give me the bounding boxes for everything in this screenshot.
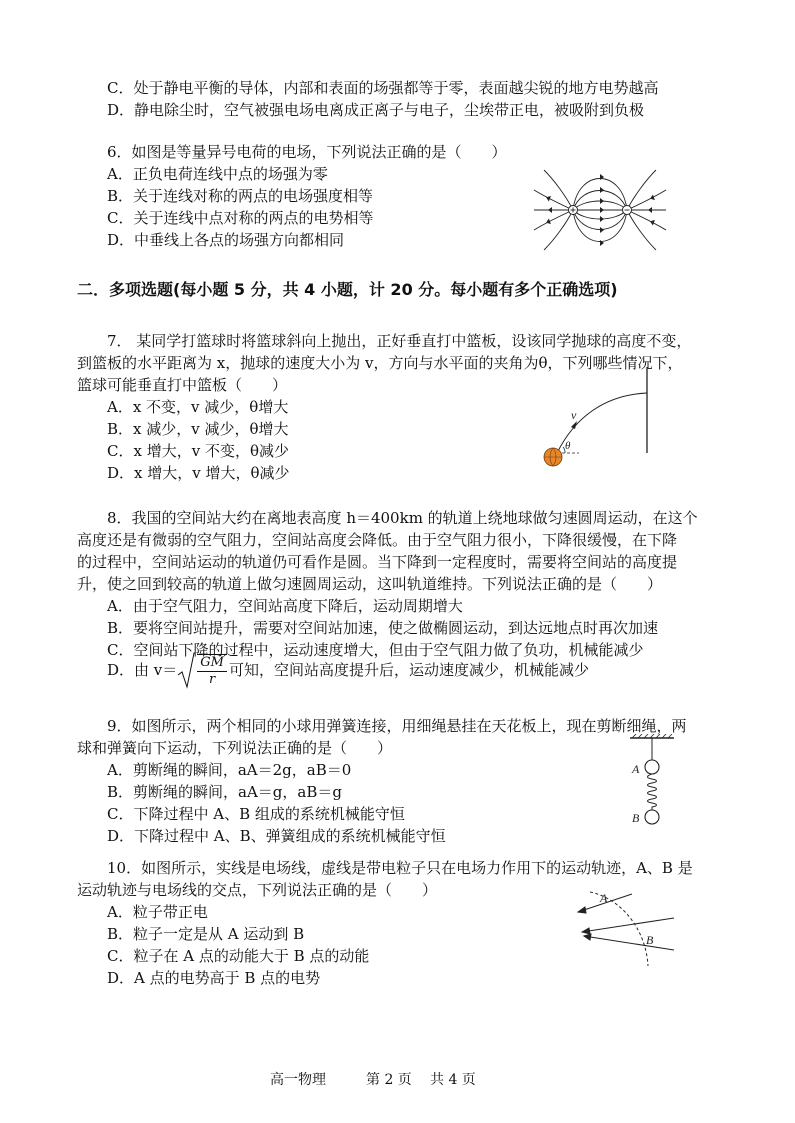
q8-line3: 的过程中，空间站运动的轨道仍可看作是圆。当下降到一定程度时，需要将空间站的高度提 xyxy=(77,553,678,571)
q9-option-d: D．下降过程中 A、B、弹簧组成的系统机械能守恒 xyxy=(107,827,446,845)
basketball-figure xyxy=(535,365,655,475)
footer-subject: 高一物理 xyxy=(270,1072,326,1088)
q8-option-d xyxy=(107,648,589,692)
q9-option-a: A．剪断绳的瞬间，aA＝2g，aB＝0 xyxy=(107,761,352,779)
q10-option-c: C．粒子在 A 点的动能大于 B 点的动能 xyxy=(107,947,370,965)
q8-line4: 升，使之回到较高的轨道上做匀速圆周运动，这叫轨道维持。下列说法正确的是（ ） xyxy=(77,575,663,593)
q10-line1: 10．如图所示，实线是电场线，虚线是带电粒子只在电场力作用下的运动轨迹，A、B 是 xyxy=(107,859,693,877)
q8-option-d-suffix: 可知，空间站高度提升后，运动速度减少，机械能减少 xyxy=(228,661,589,679)
q8-line2: 高度还是有微弱的空气阻力，空间站高度会降低。由于空气阻力很小，下降很缓慢，在下降 xyxy=(77,531,678,549)
fig-point-b-label: B xyxy=(646,933,654,947)
q9-line1: 9．如图所示，两个相同的小球用弹簧连接，用细绳悬挂在天花板上，现在剪断细绳，两 xyxy=(107,717,687,735)
q10-option-b: B．粒子一定是从 A 运动到 B xyxy=(107,925,305,943)
q10-line2: 运动轨迹与电场线的交点，下列说法正确的是（ ） xyxy=(77,881,438,899)
formula-denominator: r xyxy=(209,672,216,687)
q7-option-b: B．x 减少，v 减少，θ增大 xyxy=(107,420,289,438)
footer-total: 共 4 页 xyxy=(430,1072,476,1088)
fig-v-label: v xyxy=(571,408,577,422)
dipole-field-figure xyxy=(530,160,670,260)
q10-option-d: D．A 点的电势高于 B 点的电势 xyxy=(107,969,321,987)
q7-line2: 到篮板的水平距离为 x，抛球的速度大小为 v，方向与水平面的夹角为θ，下列哪些情况下， xyxy=(77,354,683,372)
section-2-title: 二．多项选题(每小题 5 分，共 4 小题，计 20 分。每小题有多个正确选项) xyxy=(77,280,618,299)
formula-numerator: GM xyxy=(197,655,227,672)
q5-option-d: D．静电除尘时，空气被强电场电离成正离子与电子，尘埃带正电，被吸附到负极 xyxy=(107,101,645,119)
q9-line2: 球和弹簧向下运动，下列说法正确的是（ ） xyxy=(77,739,393,757)
q8-option-d-prefix: D．由 v＝ xyxy=(107,661,178,679)
q9-option-c: C．下降过程中 A、B 组成的系统机械能守恒 xyxy=(107,805,405,823)
sqrt-sign-icon xyxy=(177,651,195,691)
q6-option-b: B．关于连线对称的两点的电场强度相等 xyxy=(107,187,374,205)
q8-line1: 8．我国的空间站大约在离地表高度 h＝400km 的轨道上绕地球做匀速圆周运动，在这个 xyxy=(107,509,698,527)
q8-option-c: C．空间站下降的过程中，运动速度增大，但由于空气阻力做了负功，机械能减少 xyxy=(107,641,644,659)
q6-option-c: C．关于连线中点对称的两点的电势相等 xyxy=(107,209,374,227)
q8-option-b: B．要将空间站提升，需要对空间站加速，使之做椭圆运动，到达远地点时再次加速 xyxy=(107,619,659,637)
q9-option-b: B．剪断绳的瞬间，aA＝g，aB＝g xyxy=(107,783,342,801)
field-trajectory-figure xyxy=(570,888,682,968)
fig-ball-a-label: A xyxy=(632,762,640,776)
fig-point-a-label: A xyxy=(600,891,608,905)
q7-option-a: A．x 不变，v 减少，θ增大 xyxy=(107,398,289,416)
spring-balls-figure xyxy=(622,734,682,829)
q6-option-d: D．中垂线上各点的场强方向都相同 xyxy=(107,231,345,249)
q6-option-a: A．正负电荷连线中点的场强为零 xyxy=(107,165,328,183)
q7-option-c: C．x 增大，v 不变，θ减少 xyxy=(107,442,289,460)
fig-ball-b-label: B xyxy=(632,811,640,825)
q7-line3: 篮球可能垂直打中篮板（ ） xyxy=(77,376,288,394)
q7-line1: 7． 某同学打篮球时将篮球斜向上抛出，正好垂直打中篮板，设该同学抛球的高度不变， xyxy=(107,332,692,350)
q7-option-d: D．x 增大，v 增大，θ减少 xyxy=(107,464,290,482)
fig-theta-label: θ xyxy=(565,440,571,452)
q10-option-a: A．粒子带正电 xyxy=(107,903,208,921)
q6-stem: 6．如图是等量异号电荷的电场，下列说法正确的是（ ） xyxy=(107,143,507,161)
sqrt-formula xyxy=(177,651,229,691)
q5-option-c: C．处于静电平衡的导体，内部和表面的场强都等于零，表面越尖锐的地方电势越高 xyxy=(107,79,659,97)
q8-option-a: A．由于空气阻力，空间站高度下降后，运动周期增大 xyxy=(107,597,463,615)
footer-page: 第 2 页 xyxy=(366,1072,412,1088)
